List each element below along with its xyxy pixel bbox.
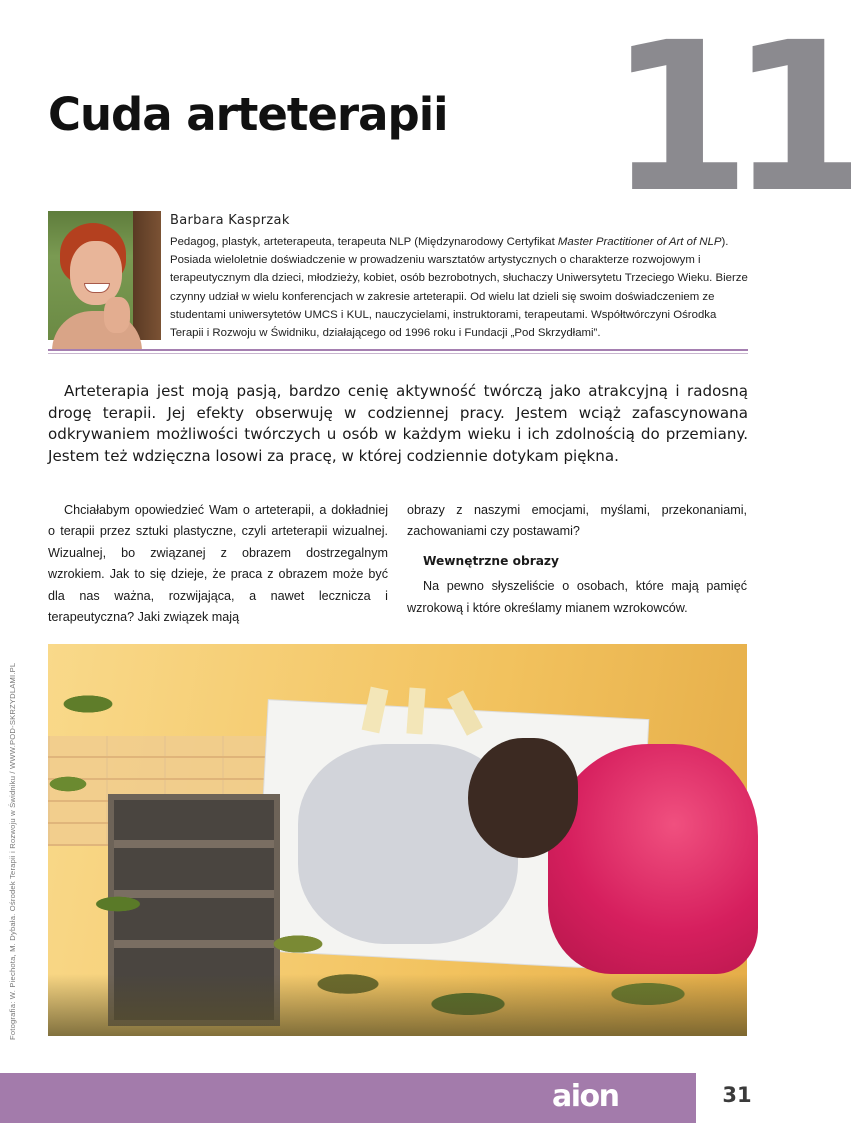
- body-column-right: [407, 500, 747, 619]
- section-divider: [48, 349, 748, 351]
- subheading: Wewnętrzne obrazy: [423, 553, 559, 568]
- aion-logo: aion: [552, 1079, 619, 1114]
- photo-credit: Fotografia: W. Piechota, M. Dybała. Ośrodek Terapii i Rozwoju w Świdniku / WWW.POD-SKRZYDLAMI.PL: [8, 662, 17, 1040]
- lead-paragraph: Arteterapia jest moją pasją, bardzo cenię aktywność twórczą jako atrakcyjną i radosną drogę terapii. Jej efekty obserwuję w codziennej pracy. Jestem wciąż zafascynowana odkrywaniem możliwości twórczych u osób w każdym wieku i ich zdolnością do przemiany. Jestem też wdzięczna losowi za pracę, w której codziennie dotykam piękna.: [48, 382, 748, 465]
- author-name: Barbara Kasprzak: [170, 213, 290, 228]
- page-title: Cuda arteterapii: [48, 88, 448, 141]
- author-bio-part2: ). Posiada wieloletnie doświadczenie w prowadzeniu warsztatów artystycznych o charakterze rozwojowym i terapeutycznym dla dzieci, młodzieży, kobiet, osób bezrobotnych, słuchaczy Uniwersytetu Trzeciego Wieku. Bierze czynny udział w wielu konferencjach w zakresie arteterapii. Od wielu lat dzieli się swoim doświadczeniem ze studentami uniwersytetów UMCS i KUL, nauczycielami, instruktorami, terapeutami. Współtwórczyni Ośrodka Terapii i Rozwoju w Świdniku, działającego od 1996 roku i Fundacji „Pod Skrzydłami”.: [170, 236, 748, 340]
- chapter-number: 11: [608, 0, 851, 238]
- section-divider-secondary: [48, 353, 748, 354]
- photo-hand: [104, 297, 130, 333]
- photo-face: [70, 241, 122, 305]
- body-paragraph: Chciałabym opowiedzieć Wam o arteterapii, a dokładniej o terapii przez sztuki plastyczne, czyli arteterapii wizualnej. Wizualnej, bo związanej z obrazem dostrzegalnym wzrokiem. Jak to się dzieje, że praca z obrazem może być dla nas ważna, rozwijająca, a nawet lecznicza i terapeutyczna? Jaki związek mają: [48, 503, 388, 625]
- body-column-left: [48, 500, 388, 628]
- author-bio-part1: Pedagog, plastyk, arteterapeuta, terapeuta NLP (Międzynarodowy Certyfikat: [170, 236, 558, 248]
- body-paragraph-continued: obrazy z naszymi emocjami, myślami, przekonaniami, zachowaniami czy postawami?: [407, 503, 747, 539]
- author-photo: [48, 211, 161, 340]
- author-bio-italic: Master Practitioner of Art of NLP: [557, 236, 722, 248]
- photo-ground: [48, 974, 747, 1036]
- body-paragraph: Na pewno słyszeliście o osobach, które mają pamięć wzrokową i które określamy mianem wzrokowców.: [407, 579, 747, 615]
- author-bio: [170, 233, 748, 342]
- photo-background-post: [133, 211, 161, 340]
- main-photo: [48, 644, 747, 1036]
- page-number: 31: [722, 1083, 752, 1107]
